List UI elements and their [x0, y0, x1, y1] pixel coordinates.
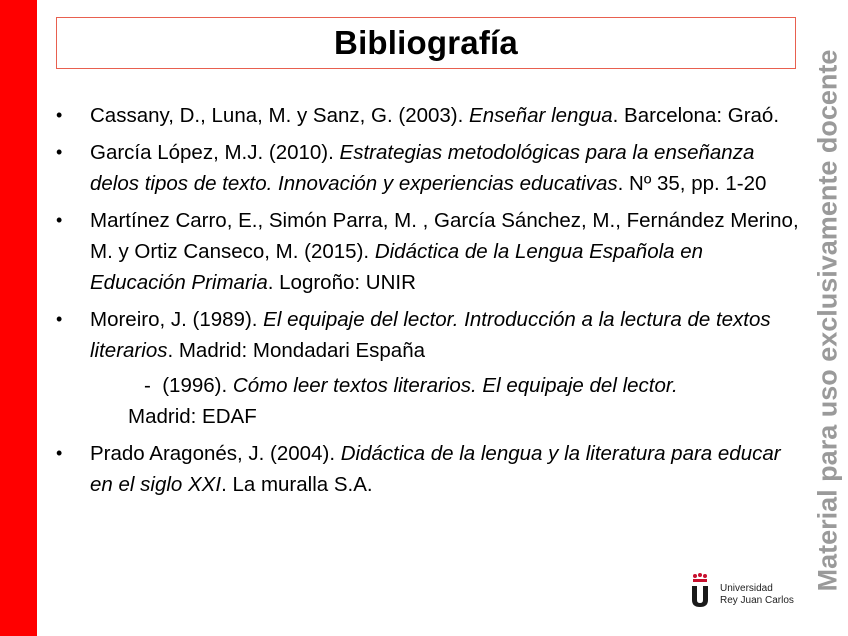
reference-publisher: . Madrid: Mondadari España — [167, 339, 425, 362]
sub-reference-publisher: Madrid: EDAF — [128, 405, 257, 428]
reference-item-prado — [56, 438, 804, 500]
urjc-logo-icon — [688, 573, 712, 609]
bullet-icon: • — [56, 210, 63, 230]
reference-publisher: . Logroño: UNIR — [267, 271, 416, 294]
university-name — [720, 583, 794, 607]
bibliography-list — [56, 100, 804, 506]
reference-text: García López, M.J. (2010). — [90, 141, 340, 164]
side-watermark-text: Material para uso exclusivamente docente — [812, 49, 843, 591]
reference-item-moreiro — [56, 304, 804, 366]
reference-text: Prado Aragonés, J. (2004). — [90, 442, 341, 465]
university-name-line1: Universidad — [720, 583, 773, 594]
bullet-icon: • — [56, 105, 63, 125]
reference-publisher: . La muralla S.A. — [221, 473, 373, 496]
reference-publisher: . Nº 35, pp. 1-20 — [617, 172, 767, 195]
reference-title: El equipaje del lector. Introducción a la lectura de textos literarios — [90, 308, 771, 362]
reference-text: Martínez Carro, E., Simón Parra, M. , García Sánchez, M., Fernández Merino, M. y Ortiz Canseco, M. (2015). — [90, 209, 799, 263]
reference-text: Moreiro, J. (1989). — [90, 308, 264, 331]
reference-item-cassany — [56, 100, 804, 131]
reference-publisher: . Barcelona: Graó. — [612, 104, 780, 127]
reference-title: Estrategias metodológicas para la enseñanza delos tipos de texto. Innovación y experiencias educativas — [90, 141, 755, 195]
reference-item-garcia — [56, 137, 804, 199]
sub-reference-dash: - — [144, 374, 151, 397]
sub-reference-title: Cómo leer textos literarios. El equipaje del lector. — [232, 374, 678, 397]
sub-reference-year: (1996). — [162, 374, 233, 397]
sub-reference-moreiro-1996 — [56, 370, 804, 432]
reference-text: Cassany, D., Luna, M. y Sanz, G. (2003). — [90, 104, 470, 127]
bullet-icon: • — [56, 443, 63, 463]
title-box — [56, 17, 796, 69]
bullet-icon: • — [56, 142, 63, 162]
university-logo — [688, 573, 808, 613]
bullet-icon: • — [56, 309, 63, 329]
reference-title: Didáctica de la Lengua Española en Educación Primaria — [90, 240, 704, 294]
reference-item-martinez — [56, 205, 804, 298]
side-watermark — [812, 30, 844, 610]
left-red-bar — [0, 0, 37, 636]
university-name-line2: Rey Juan Carlos — [720, 595, 794, 606]
page-title: Bibliografía — [334, 24, 518, 61]
reference-title: Didáctica de la lengua y la literatura para educar en el siglo XXI — [90, 442, 781, 496]
reference-title: Enseñar lengua — [469, 104, 613, 127]
